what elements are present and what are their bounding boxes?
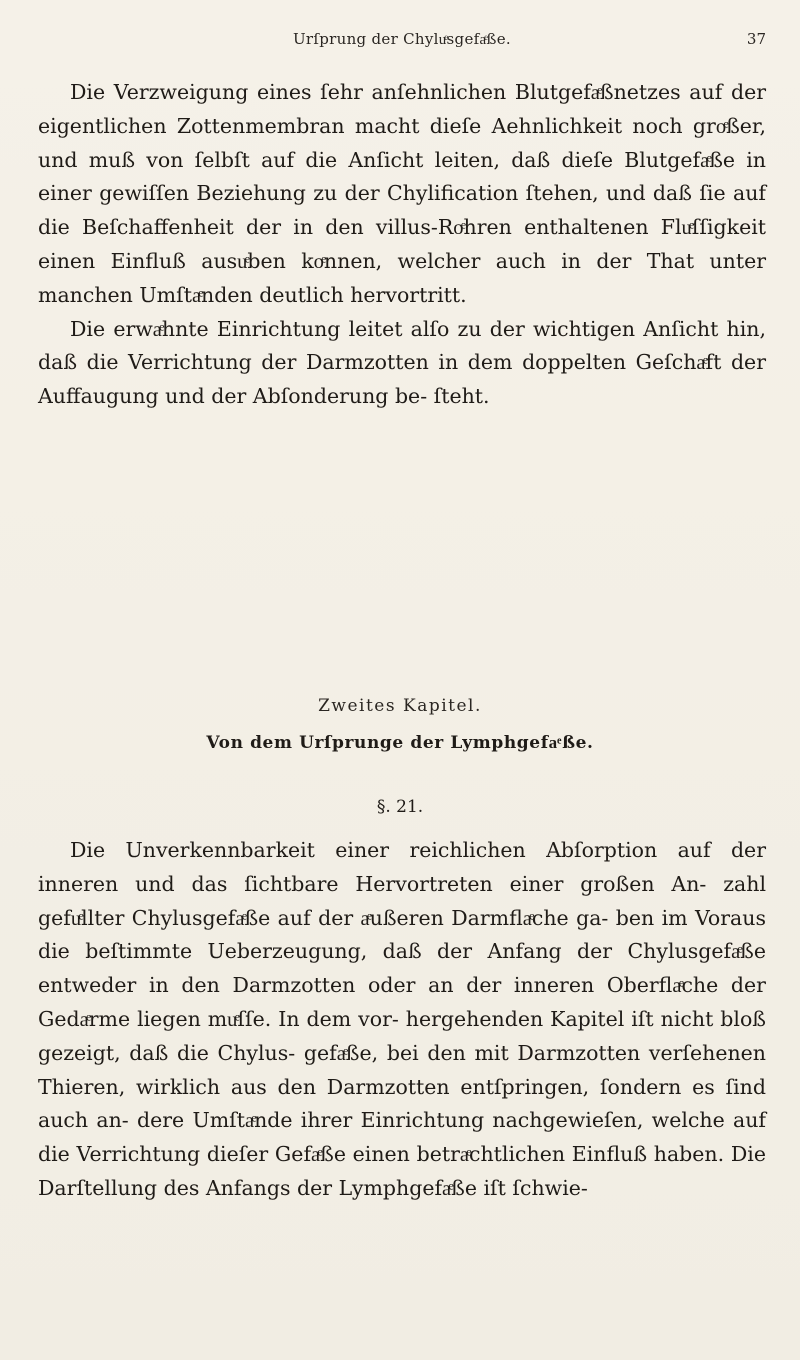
section-body bbox=[38, 834, 766, 1206]
paragraph: Die Unverkennbarkeit einer reichlichen Abſorption auf der inneren und das ſichtbare Hervortreten einer großen An- zahl gefuͤllter Chylusgefaͤße auf der aͤußeren Darmflaͤche ga- ben im Voraus die beſtimmte Ueberzeugung, daß der Anfang der Chylusgefaͤße entweder in den Darmzotten oder an der inneren Oberflaͤche der Gedaͤrme liegen muͤſſe. In dem vor- hergehenden Kapitel iſt nicht bloß gezeigt, daß die Chylus- gefaͤße, bei den mit Darmzotten verſehenen Thieren, wirklich aus den Darmzotten entſpringen, ſondern es ſind auch an- dere Umſtaͤnde ihrer Einrichtung nachgewieſen, welche auf die Verrichtung dieſer Gefaͤße einen betraͤchtlichen Einfluß haben. Die Darſtellung des Anfangs der Lymphgefaͤße iſt ſchwie- bbox=[38, 838, 766, 1200]
paragraph: Die erwaͤhnte Einrichtung leitet alſo zu der wichtigen Anſicht hin, daß die Verrichtung der Darmzotten in dem doppelten Geſchaͤft der Auffaugung und der Abſonderung be- ſteht. bbox=[38, 316, 766, 409]
paragraph: Die Verzweigung eines ſehr anſehnlichen Blutgefaͤßnetzes auf der eigentlichen Zottenmembran macht dieſe Aehnlichkeit noch groͤßer, und muß von ſelbſt auf die Anſicht leiten, daß dieſe Blutgefaͤße in einer gewiſſen Beziehung zu der Chylification ſtehen, und daß ſie auf die Beſchaffenheit der in den villus-Roͤhren enthaltenen Fluͤſſigkeit einen Einfluß ausuͤben koͤnnen, welcher auch in der That unter manchen Umſtaͤnden deutlich hervortritt. bbox=[38, 80, 766, 307]
chapter-title: Von dem Urſprunge der Lymphgefaͤße. bbox=[206, 733, 594, 753]
body-text-top bbox=[38, 76, 766, 414]
chapter-label: Zweites Kapitel. bbox=[318, 696, 482, 716]
running-head: Urſprung der Chyluͤsgefaͤße. bbox=[292, 30, 511, 48]
page-header bbox=[38, 30, 766, 56]
section-number: §. 21. bbox=[376, 797, 424, 817]
page-number: 37 bbox=[746, 30, 766, 48]
